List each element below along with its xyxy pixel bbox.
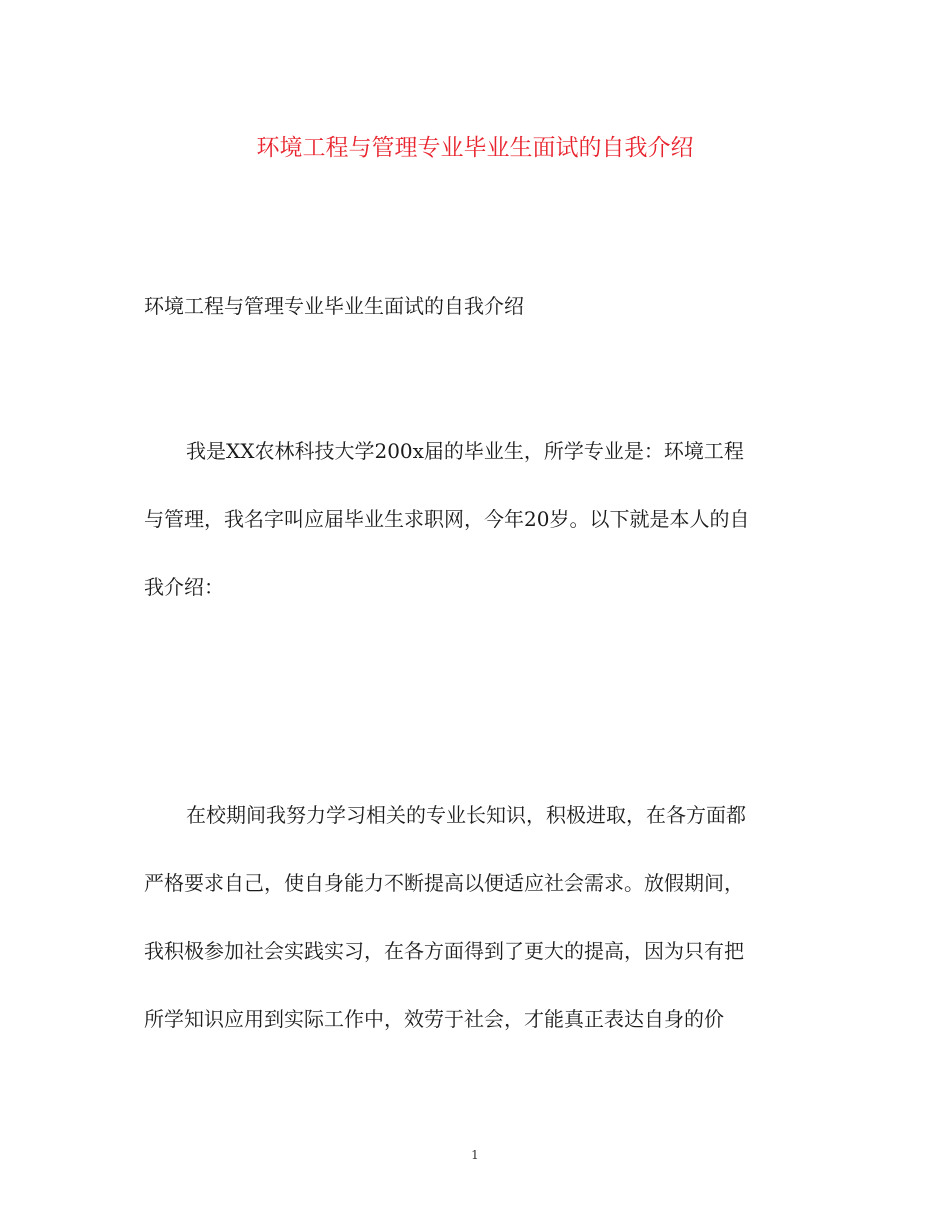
paragraph-line: 我介绍：	[144, 575, 224, 599]
document-subtitle: 环境工程与管理专业毕业生面试的自我介绍	[144, 294, 524, 318]
paragraph-line: 与管理，我名字叫应届毕业生求职网，今年20岁。以下就是本人的自	[144, 507, 750, 531]
paragraph-introduction	[144, 434, 816, 638]
paragraph-school-period	[144, 798, 816, 1070]
document-title: 环境工程与管理专业毕业生面试的自我介绍	[256, 135, 694, 161]
paragraph-line: 所学知识应用到实际工作中，效劳于社会，才能真正表达自身的价	[144, 1007, 724, 1031]
paragraph-line: 在校期间我努力学习相关的专业长知识，积极进取，在各方面都	[186, 803, 746, 827]
page-number: 1	[471, 1148, 479, 1162]
paragraph-line: 严格要求自己，使自身能力不断提高以便适应社会需求。放假期间，	[144, 871, 744, 895]
paragraph-line: 我积极参加社会实践实习，在各方面得到了更大的提高，因为只有把	[144, 939, 744, 963]
paragraph-line: 我是XX农林科技大学200x届的毕业生，所学专业是：环境工程	[186, 439, 744, 463]
